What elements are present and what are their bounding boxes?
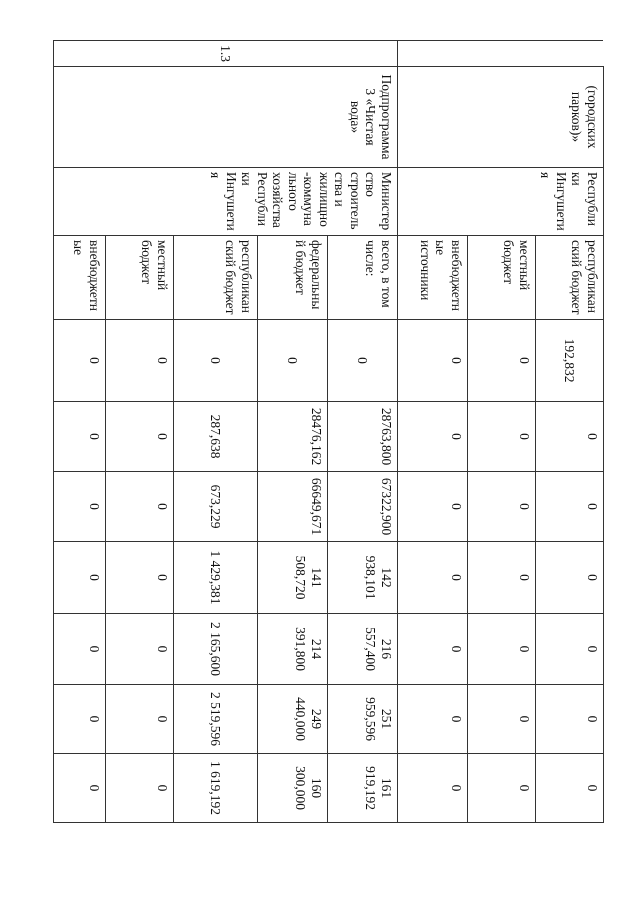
value-cell: 0	[106, 614, 174, 685]
value-cell: 0	[54, 402, 106, 472]
value-cell: 0	[54, 754, 106, 823]
value-cell: 0	[54, 614, 106, 685]
value-cell: 0	[536, 685, 604, 754]
value-cell: 0	[106, 542, 174, 614]
row-number-cell: 1.3	[54, 41, 398, 67]
value-cell: 216 557,400	[328, 614, 398, 685]
source-cell: всего, в том числе:	[328, 236, 398, 320]
value-cell: 0	[328, 320, 398, 402]
value-cell: 0	[106, 320, 174, 402]
value-cell: 0	[536, 754, 604, 823]
value-cell: 141 508,720	[258, 542, 328, 614]
value-cell: 2 165,600	[174, 614, 258, 685]
program-name-cell: Подпрограмма 3 «Чистая вода»	[54, 67, 398, 168]
value-cell: 0	[398, 614, 468, 685]
value-cell: 0	[398, 472, 468, 542]
value-cell: 1 429,381	[174, 542, 258, 614]
value-cell: 0	[536, 402, 604, 472]
value-cell: 28763,800	[328, 402, 398, 472]
program-name-cell: (городских парков)»	[398, 67, 604, 168]
value-cell: 192,832	[536, 320, 604, 402]
executor-cell: Республики Ингушетия	[398, 168, 604, 236]
value-cell: 0	[54, 472, 106, 542]
value-cell: 142 938,101	[328, 542, 398, 614]
value-cell: 28476,162	[258, 402, 328, 472]
source-cell: внебюджетные источники	[398, 236, 468, 320]
table-row	[328, 41, 398, 889]
value-cell: 0	[468, 472, 536, 542]
value-cell: 0	[398, 402, 468, 472]
value-cell: 66649,671	[258, 472, 328, 542]
value-cell: 2 519,596	[174, 685, 258, 754]
value-cell: 673,229	[174, 472, 258, 542]
source-cell: внебюджетные	[54, 236, 106, 320]
value-cell: 287,638	[174, 402, 258, 472]
budget-table	[53, 40, 604, 889]
value-cell: 0	[54, 685, 106, 754]
rotated-table-wrapper	[54, 40, 604, 888]
value-cell: 0	[106, 685, 174, 754]
value-cell: 0	[106, 472, 174, 542]
value-cell: 1 619,192	[174, 754, 258, 823]
value-cell: 214 391,800	[258, 614, 328, 685]
value-cell: 67322,900	[328, 472, 398, 542]
source-cell: местный бюджет	[468, 236, 536, 320]
value-cell: 0	[398, 685, 468, 754]
value-cell: 0	[174, 320, 258, 402]
value-cell: 0	[468, 320, 536, 402]
value-cell: 251 959,596	[328, 685, 398, 754]
value-cell: 0	[54, 542, 106, 614]
value-cell: 249 440,000	[258, 685, 328, 754]
value-cell: 0	[536, 542, 604, 614]
executor-cell: Министерство строительства и жилищно-коммунального хозяйства Республики Ингушетия	[54, 168, 398, 236]
source-cell: федеральный бюджет	[258, 236, 328, 320]
value-cell: 0	[468, 542, 536, 614]
value-cell: 0	[398, 542, 468, 614]
table-row	[536, 41, 604, 889]
source-cell: местный бюджет	[106, 236, 174, 320]
value-cell: 160 300,000	[258, 754, 328, 823]
source-cell: республиканский бюджет	[536, 236, 604, 320]
value-cell: 0	[106, 754, 174, 823]
value-cell: 0	[468, 402, 536, 472]
value-cell: 0	[536, 614, 604, 685]
value-cell: 0	[54, 320, 106, 402]
source-cell: республиканский бюджет	[174, 236, 258, 320]
value-cell: 0	[468, 754, 536, 823]
value-cell: 0	[398, 320, 468, 402]
row-number-cell	[398, 41, 604, 67]
value-cell: 0	[468, 614, 536, 685]
value-cell: 161 919,192	[328, 754, 398, 823]
value-cell: 0	[398, 754, 468, 823]
value-cell: 0	[106, 402, 174, 472]
value-cell: 0	[468, 685, 536, 754]
value-cell: 0	[258, 320, 328, 402]
value-cell: 0	[536, 472, 604, 542]
